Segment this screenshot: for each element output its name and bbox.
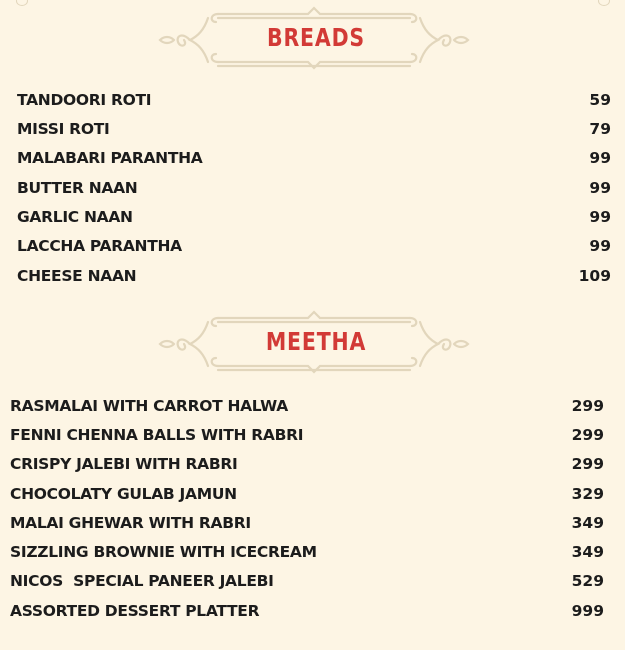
item-price: 299 (571, 426, 604, 444)
menu-item (17, 147, 611, 169)
menu-item (10, 600, 604, 622)
top-left-ornament-icon (16, 0, 28, 6)
item-name: TANDOORI ROTI (17, 91, 152, 109)
section-title: MEETHA (265, 327, 367, 356)
section-title: BREADS (267, 23, 365, 52)
item-price: 299 (571, 397, 604, 415)
item-name: GARLIC NAAN (17, 208, 133, 226)
item-name: BUTTER NAAN (17, 179, 138, 197)
item-price: 59 (589, 91, 611, 109)
item-price: 99 (589, 149, 611, 167)
item-name: LACCHA PARANTHA (17, 237, 182, 255)
item-price: 349 (571, 543, 604, 561)
item-price: 999 (571, 602, 604, 620)
menu-item (10, 395, 604, 417)
item-name: NICOS SPECIAL PANEER JALEBI (10, 572, 274, 590)
breads-section-banner (158, 6, 474, 74)
menu-item (17, 206, 611, 228)
item-name: MISSI ROTI (17, 120, 110, 138)
item-price: 99 (589, 208, 611, 226)
item-price: 79 (589, 120, 611, 138)
menu-item (10, 541, 604, 563)
menu-item (17, 177, 611, 199)
item-name: CHEESE NAAN (17, 267, 137, 285)
item-price: 99 (589, 179, 611, 197)
menu-item (10, 424, 604, 446)
menu-item (10, 512, 604, 534)
menu-item (17, 235, 611, 257)
item-name: SIZZLING BROWNIE WITH ICECREAM (10, 543, 317, 561)
item-price: 329 (571, 485, 604, 503)
item-name: RASMALAI WITH CARROT HALWA (10, 397, 288, 415)
item-price: 529 (571, 572, 604, 590)
item-price: 109 (578, 267, 611, 285)
item-name: ASSORTED DESSERT PLATTER (10, 602, 260, 620)
menu-item (17, 89, 611, 111)
meetha-section-banner (158, 310, 474, 378)
top-right-ornament-icon (598, 0, 610, 6)
menu-item (17, 265, 611, 287)
menu-item (10, 453, 604, 475)
item-price: 299 (571, 455, 604, 473)
item-price: 349 (571, 514, 604, 532)
menu-item (10, 570, 604, 592)
item-name: FENNI CHENNA BALLS WITH RABRI (10, 426, 304, 444)
item-price: 99 (589, 237, 611, 255)
item-name: CRISPY JALEBI WITH RABRI (10, 455, 238, 473)
item-name: CHOCOLATY GULAB JAMUN (10, 485, 237, 503)
menu-item (10, 483, 604, 505)
item-name: MALABARI PARANTHA (17, 149, 203, 167)
menu-item (17, 118, 611, 140)
item-name: MALAI GHEWAR WITH RABRI (10, 514, 251, 532)
